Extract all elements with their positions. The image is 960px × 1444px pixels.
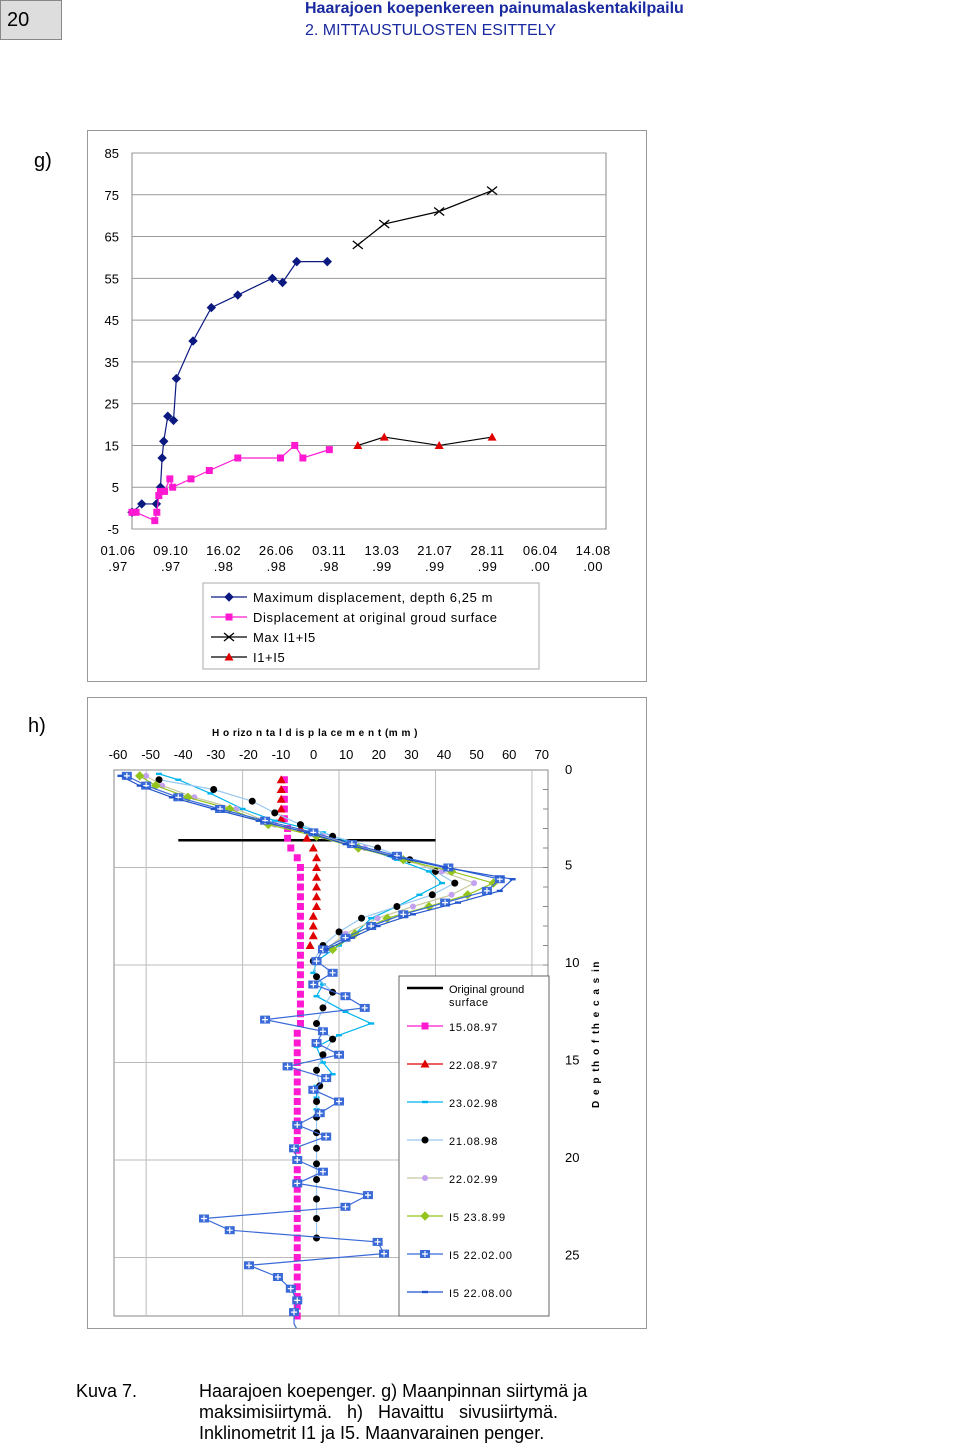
series-1-point [294, 1049, 301, 1056]
series-1-point [161, 488, 168, 495]
series-8-point [304, 831, 310, 833]
legend-label: I1+I5 [253, 650, 286, 665]
y-tick-label: 75 [104, 187, 119, 203]
series-1-point [234, 454, 241, 461]
series-1-point [297, 991, 304, 998]
y-axis-label: D e p th o f th e c a s in [591, 960, 602, 1108]
chart-title: H o rizo n ta l d is p la ce m e n t (m m ) [212, 728, 418, 739]
legend-marker [422, 1175, 428, 1181]
legend-label: Original ground [449, 984, 525, 996]
page-number: 20 [0, 0, 62, 40]
series-8-point [211, 808, 217, 810]
series-1-point [153, 509, 160, 516]
x-tick-label: 0 [309, 747, 318, 762]
series-3-point [272, 820, 278, 822]
series-4-point [297, 821, 304, 828]
series-1-point [294, 1030, 301, 1037]
series-4-point [313, 1098, 320, 1105]
y-tick-label: 25 [565, 1247, 580, 1263]
series-1-point [166, 475, 173, 482]
chart-h [88, 698, 646, 1328]
series-1-point [294, 1137, 301, 1144]
series-4-point [313, 1145, 320, 1152]
legend-label: I5 23.8.99 [449, 1212, 506, 1224]
legend-label: I5 22.08.00 [449, 1288, 513, 1300]
legend-label: Maximum displacement, depth 6,25 m [253, 590, 494, 605]
series-3-point [368, 1022, 374, 1024]
x-tick-label: 10 [338, 747, 354, 762]
legend-label: Max I1+I5 [253, 630, 316, 645]
series-3-point [426, 870, 432, 872]
legend-label: 22.08.97 [449, 1060, 499, 1072]
series-1-point [297, 893, 304, 900]
series-1-point [287, 845, 294, 852]
series-5-point [471, 880, 477, 886]
y-tick-label: 35 [104, 354, 119, 370]
series-4-point [313, 1067, 320, 1074]
series-8-point [169, 796, 175, 798]
y-tick-label: 15 [104, 438, 119, 454]
series-8-point [342, 843, 348, 845]
series-1-point [133, 509, 140, 516]
legend-marker [422, 1291, 428, 1293]
series-4-point [451, 880, 458, 887]
y-tick-label: -5 [107, 522, 119, 537]
series-8-point [497, 890, 503, 892]
series-4-point [210, 786, 217, 793]
series-1-point [297, 952, 304, 959]
series-4-point [313, 1235, 320, 1242]
series-1-point [326, 446, 333, 453]
x-tick-label-line2: .98 [319, 559, 339, 574]
series-4-point [313, 1176, 320, 1183]
legend-label: I5 22.02.00 [449, 1250, 513, 1262]
x-tick-label: 50 [469, 747, 484, 762]
series-1-point [294, 1254, 301, 1261]
y-tick-label: 10 [565, 955, 580, 970]
x-tick-label-line2: .99 [477, 559, 498, 574]
y-tick-label: 5 [565, 857, 573, 873]
legend-label: 21.08.98 [449, 1136, 499, 1148]
legend-label: 15.08.97 [449, 1022, 499, 1034]
series-3-point [156, 773, 162, 775]
x-tick-label-line2: .99 [372, 559, 392, 574]
series-8-point [256, 820, 262, 822]
series-8-point [455, 901, 461, 903]
x-tick-label: -50 [141, 747, 160, 762]
series-8-point [510, 878, 516, 880]
legend-label-cont: surface [449, 997, 489, 1009]
series-8-point [387, 855, 393, 857]
x-tick-label-line1: 06.04 [522, 543, 558, 558]
panel-g-label: g) [34, 150, 52, 172]
series-1-point [294, 1196, 301, 1203]
series-1-point [151, 517, 158, 524]
x-tick-label: -40 [173, 747, 193, 762]
y-tick-label: 45 [104, 313, 119, 329]
series-4-point [393, 903, 400, 910]
x-tick-label: 20 [371, 747, 387, 762]
series-1-point [294, 854, 301, 861]
x-tick-label-line2: .97 [108, 559, 128, 574]
x-tick-label: -20 [239, 747, 258, 762]
series-1-point [299, 454, 306, 461]
x-tick-label-line2: .00 [530, 559, 551, 574]
series-4-point [329, 1036, 336, 1043]
series-4-point [313, 1215, 320, 1222]
x-tick-label-line1: 28.11 [470, 543, 505, 558]
x-tick-label-line1: 09.10 [153, 543, 189, 558]
x-tick-label-line2: .97 [161, 559, 181, 574]
series-5-point [410, 904, 416, 910]
x-tick-label-line2: .98 [213, 559, 234, 574]
x-tick-label-line1: 14.08 [575, 543, 611, 558]
chart-g [88, 131, 646, 681]
x-tick-label: 60 [501, 747, 517, 762]
series-1-point [297, 962, 304, 969]
series-3-point [368, 917, 374, 919]
series-4-point [358, 915, 365, 922]
series-4-point [313, 1020, 320, 1027]
series-1-point [277, 454, 284, 461]
x-tick-label-line1: 03.11 [312, 543, 347, 558]
x-tick-label: 30 [404, 747, 419, 762]
series-3-point [320, 1061, 326, 1063]
series-1-point [297, 942, 304, 949]
x-tick-label-line1: 26.06 [258, 543, 294, 558]
series-4-point [313, 1160, 320, 1167]
series-1-point [291, 442, 298, 449]
x-tick-label: -30 [206, 747, 226, 762]
y-tick-label: 65 [104, 229, 119, 245]
series-4-point [429, 891, 436, 898]
plot-area [132, 153, 606, 529]
series-1-point [294, 1264, 301, 1271]
caption-line-2: maksimisiirtymä. h) Havaittu sivusiirtymä. [199, 1402, 559, 1422]
series-1-point [294, 1040, 301, 1047]
series-4-point [319, 1004, 326, 1011]
series-1-point [297, 884, 304, 891]
x-tick-label-line2: .99 [425, 559, 445, 574]
series-1-point [294, 1166, 301, 1173]
y-tick-label: 0 [565, 762, 573, 777]
series-1-point [284, 835, 291, 842]
series-4-point [271, 809, 278, 816]
caption-line-1: Haarajoen koepenger. g) Maanpinnan siirtymä ja [199, 1381, 588, 1401]
series-1-point [294, 1098, 301, 1105]
series-5-point [449, 892, 455, 898]
legend-label: 22.02.99 [449, 1174, 499, 1186]
series-1-point [297, 874, 304, 881]
x-tick-label-line1: 01.06 [100, 543, 136, 558]
series-1-point [297, 932, 304, 939]
chart-h-frame [87, 697, 647, 1329]
x-tick-label: -10 [271, 747, 291, 762]
series-1-point [169, 484, 176, 491]
series-1-point [297, 913, 304, 920]
series-4-point [313, 1196, 320, 1203]
series-3-point [336, 1034, 342, 1036]
series-4-point [319, 1051, 326, 1058]
series-1-point [297, 1001, 304, 1008]
series-1-point [294, 1244, 301, 1251]
x-tick-label-line1: 13.03 [364, 543, 400, 558]
x-tick-label: -60 [108, 747, 128, 762]
series-3-point [240, 808, 246, 810]
y-tick-label: 5 [111, 480, 119, 496]
series-1-point [297, 981, 304, 988]
x-tick-label-line1: 16.02 [206, 543, 242, 558]
series-1-point [294, 1108, 301, 1115]
legend-marker [422, 1101, 428, 1103]
legend-label: 23.02.98 [449, 1098, 499, 1110]
series-3-point [314, 995, 320, 997]
legend-marker [422, 1137, 429, 1144]
y-tick-label: 15 [565, 1052, 580, 1068]
chart-g-frame [87, 130, 647, 682]
caption-label: Kuva 7. [76, 1381, 138, 1401]
series-4-point [249, 798, 256, 805]
series-8-point [137, 784, 143, 786]
y-tick-label: 20 [565, 1150, 580, 1165]
series-1-point [206, 467, 213, 474]
y-tick-label: 25 [104, 396, 119, 412]
series-1-point [294, 1088, 301, 1095]
caption-text [199, 1381, 624, 1444]
y-tick-label: 85 [104, 146, 119, 161]
series-8-point [442, 866, 448, 868]
series-3-point [439, 882, 445, 884]
series-1-point [294, 1225, 301, 1232]
legend-label: Displacement at original groud surface [253, 610, 498, 625]
series-8-point [375, 925, 381, 927]
caption-line-3: Inklinometrit I1 ja I5. Maanvarainen penger. [199, 1423, 545, 1443]
series-1-point [297, 923, 304, 930]
series-8-point [349, 937, 355, 939]
series-1-point [297, 864, 304, 871]
series-8-point [323, 948, 329, 950]
series-5-point [375, 915, 381, 921]
series-3-point [416, 894, 422, 896]
y-tick-label: 55 [104, 271, 119, 287]
legend-marker [422, 1023, 429, 1030]
series-8-point [117, 775, 123, 777]
series-1-point [294, 1079, 301, 1086]
series-4-point [313, 973, 320, 980]
x-tick-label-line1: 21.07 [417, 543, 453, 558]
x-tick-label-line2: .98 [266, 559, 287, 574]
legend-marker [226, 614, 233, 621]
series-1-point [297, 903, 304, 910]
x-tick-label: 40 [436, 747, 452, 762]
series-1-point [297, 971, 304, 978]
panel-h-label: h) [28, 715, 46, 737]
series-1-point [294, 1215, 301, 1222]
header-subtitle: 2. MITTAUSTULOSTEN ESITTELY [305, 22, 556, 39]
series-1-point [187, 475, 194, 482]
header-title: Haarajoen koepenkereen painumalaskentakilpailu [305, 0, 684, 17]
x-tick-label: 70 [534, 747, 550, 762]
series-1-point [294, 1274, 301, 1281]
series-8-point [410, 913, 416, 915]
x-tick-label-line2: .00 [583, 559, 603, 574]
series-3-point [175, 779, 181, 781]
